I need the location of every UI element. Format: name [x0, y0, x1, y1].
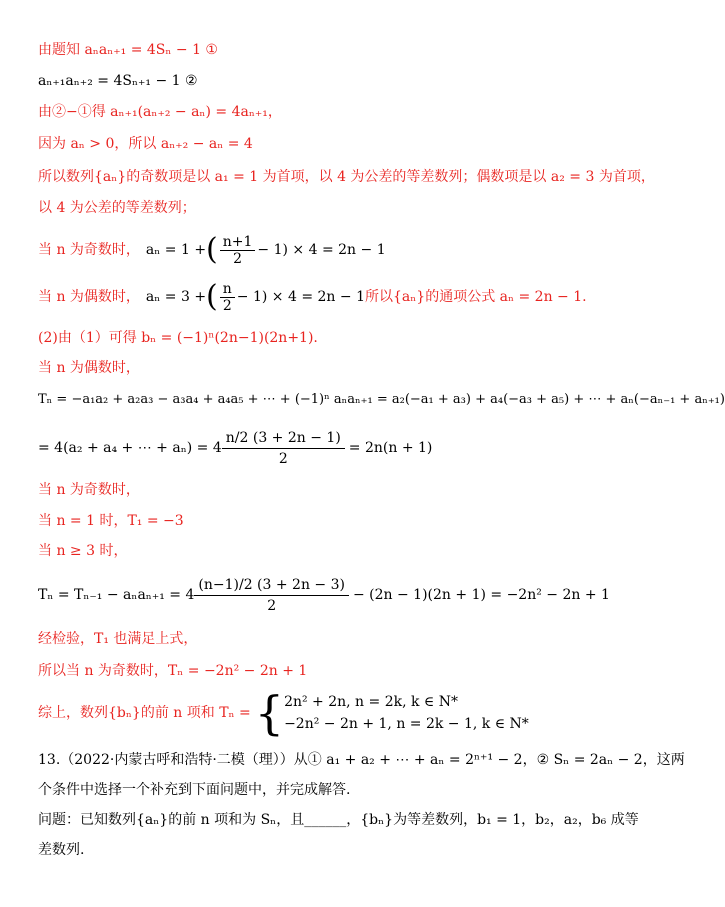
line-odd-formula: 当 n 为奇数时， aₙ = 1 + ( $\frac{n+1}{2}$ − 1) × 4 = 2n − 1 [38, 232, 386, 267]
line-n-geq-3: 当 n ≥ 3 时， [38, 543, 128, 559]
line-given-2: aₙ₊₁aₙ₊₂ = 4Sₙ₊₁ − 1 ② [38, 73, 198, 89]
odd-fraction: $\frac{n+1}{2}$ [220, 234, 256, 267]
line-odd-even-terms: 所以数列{aₙ}的奇数项是以 a₁ = 1 为首项，以 4 为公差的等差数列；偶数项是以 a₂ = 3 为首项， [38, 169, 655, 185]
left-brace-icon: { [254, 686, 285, 740]
even-label: 当 n 为偶数时， [38, 289, 140, 305]
line-subtract: 由②−①得 aₙ₊₁(aₙ₊₂ − aₙ) = 4aₙ₊₁， [38, 104, 282, 120]
line-common-difference: 以 4 为公差的等差数列； [38, 200, 196, 216]
odd-eq-right: − 1) × 4 = 2n − 1 [257, 242, 386, 258]
problem-13-instruction: 个条件中选择一个补充到下面问题中，并完成解答. [38, 782, 351, 798]
even-sum-fraction: $\frac{n/2 (3 + 2n - 1)}{2}$ [222, 428, 345, 469]
line-even-formula: 当 n 为偶数时， aₙ = 3 + ( $\frac{n}{2}$ − 1) × 4 = 2n − 1 所以{aₙ}的通项公式 aₙ = 2n − 1. [38, 279, 587, 314]
line-tn-even-expansion: Tₙ = −a₁a₂ + a₂a₃ − a₃a₄ + a₄a₅ + ⋯ + (−1)ⁿ aₙaₙ₊₁ = a₂(−a₁ + a₃) + a₄(−a₃ + a₅) + ⋯ + aₙ(−aₙ₋₁ + aₙ₊₁) [38, 392, 725, 407]
problem-13-header: 13.（2022·内蒙古呼和浩特·二模（理））从① a₁ + a₂ + ⋯ + aₙ = 2ⁿ⁺¹ − 2，② Sₙ = 2aₙ − 2，这两 [38, 752, 685, 768]
general-term: 所以{aₙ}的通项公式 aₙ = 2n − 1. [364, 289, 587, 305]
odd-sum-fraction: $\frac{(n-1)/2 (3 + 2n - 3)}{2}$ [194, 575, 349, 616]
line-even-case: 当 n 为偶数时， [38, 360, 140, 376]
piecewise-cases: 2n² + 2n, n = 2k, k ∈ N* −2n² − 2n + 1, n = 2k − 1, k ∈ N* [284, 694, 529, 732]
odd-eq-left: aₙ = 1 + [145, 242, 207, 258]
line-because: 因为 aₙ > 0，所以 aₙ₊₂ − aₙ = 4 [38, 136, 253, 152]
line-n-equals-1: 当 n = 1 时，T₁ = −3 [38, 513, 184, 529]
even-eq-right: − 1) × 4 = 2n − 1 [236, 289, 365, 305]
problem-13-question: 问题：已知数列{aₙ}的前 n 项和为 Sₙ，且______，{bₙ}为等差数列，b₁ = 1，b₂，a₂，b₆ 成等 [38, 812, 639, 828]
line-odd-conclusion: 所以当 n 为奇数时，Tₙ = −2n² − 2n + 1 [38, 663, 308, 679]
line-given-1: 由题知 aₙaₙ₊₁ = 4Sₙ − 1 ① [38, 42, 218, 58]
even-fraction: $\frac{n}{2}$ [220, 281, 235, 314]
summary-label: 综上，数列{bₙ}的前 n 项和 Tₙ = [38, 705, 251, 721]
line-verify: 经检验，T₁ 也满足上式， [38, 631, 198, 647]
line-odd-case: 当 n 为奇数时， [38, 482, 140, 498]
problem-13-question-cont: 差数列. [38, 842, 85, 858]
line-summary [38, 688, 529, 738]
line-tn-even-result: = 4(a₂ + a₄ + ⋯ + aₙ) = 4 $\frac{n/2 (3 + 2n - 1)}{2}$ = 2n(n + 1) [38, 429, 433, 467]
even-eq-left: aₙ = 3 + [145, 289, 207, 305]
odd-label: 当 n 为奇数时， [38, 242, 140, 258]
line-tn-odd-result: Tₙ = Tₙ₋₁ − aₙaₙ₊₁ = 4 $\frac{(n-1)/2 (3 + 2n - 3)}{2}$ − (2n − 1)(2n + 1) = −2n² − 2n + 1 [38, 576, 610, 614]
line-part2: (2)由（1）可得 bₙ = (−1)ⁿ(2n−1)(2n+1). [38, 330, 318, 346]
